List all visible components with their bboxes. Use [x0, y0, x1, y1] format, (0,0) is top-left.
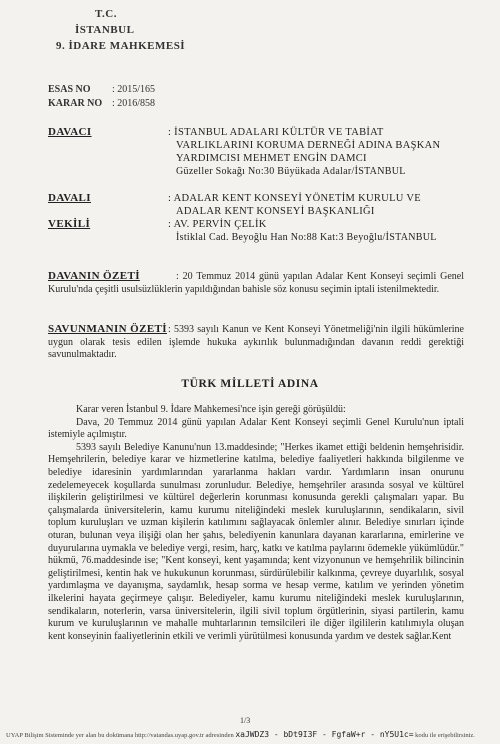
vekili-block	[168, 218, 488, 244]
savunma-text: : 5393 sayılı Kanun ve Kent Konseyi Yönetmeliği'nin ilgili hükümlerine uygun olarak tesis edilen işlemde hukuka aykırılık bulunmadığından davanın reddi gerektiği savunulmaktadır.	[48, 324, 464, 361]
karar-label: KARAR NO	[48, 98, 103, 109]
header-court: 9. İDARE MAHKEMESİ	[56, 40, 186, 52]
vekili-label: VEKİLİ	[48, 218, 91, 230]
davali-line: : ADALAR KENT KONSEYİ YÖNETİM KURULU VE	[168, 193, 421, 204]
ozet-text: : 20 Temmuz 2014 günü yapılan Adalar Kent Konseyi seçimli Genel Kurulu'nda çeşitli usulsüzlüklerin yapıldığından bahisle söz konusu seçimin iptali istenilmektedir.	[48, 271, 464, 295]
davaci-label: DAVACI	[48, 126, 92, 138]
esas-value: : 2015/165	[112, 84, 156, 95]
footer-text: UYAP Bilişim Sisteminde yer alan bu dokümana http://vatandas.uyap.gov.tr adresinden	[6, 732, 234, 739]
decision-body	[48, 404, 464, 643]
davali-block	[168, 192, 488, 218]
savunma-label: SAVUNMANIN ÖZETİ	[48, 323, 167, 335]
karar-row	[48, 98, 155, 109]
body-paragraph: Karar veren İstanbul 9. İdare Mahkemesi'nce işin gereği görüşüldü:	[76, 404, 346, 415]
header-city: İSTANBUL	[75, 24, 135, 36]
esas-label: ESAS NO	[48, 84, 91, 95]
decision-title: TÜRK MİLLETİ ADINA	[181, 378, 319, 390]
ozet-label: DAVANIN ÖZETİ	[48, 270, 140, 282]
davaci-line: YARDIMCISI MEHMET ENGİN DAMCI	[176, 153, 367, 164]
vekili-line: : AV. PERVİN ÇELİK	[168, 219, 267, 230]
davaci-block	[168, 126, 488, 178]
footer-suffix: kodu ile erişebilirsiniz.	[415, 732, 475, 739]
page-number: 1/3	[240, 716, 251, 725]
savunma-paragraph	[48, 323, 464, 362]
davaci-line: VARLIKLARINI KORUMA DERNEĞİ ADINA BAŞKAN	[176, 140, 441, 151]
davaci-address: Güzeller Sokağı No:30 Büyükada Adalar/İSTANBUL	[176, 166, 406, 177]
footer	[6, 730, 475, 739]
vekili-address: İstiklal Cad. Beyoğlu Han No:88 Kat:3 Beyoğlu/İSTANBUL	[176, 232, 437, 243]
header-tc: T.C.	[95, 8, 117, 20]
body-paragraph: 5393 sayılı Belediye Kanunu'nun 13.maddesinde; "Herkes ikamet ettiği beldenin hemşehrisidir. Hemşehrilerin, belediye karar ve hizmetlerine katılma, belediye faaliyetleri hakkında bilgilenme ve belediye idaresinin yardımlarından yararlanma hakları vardır. Yardımların insan onurunu zedelemeyecek koşullarda sunulması zorunludur. Belediye, hemşehriler arasında sosyal ve kültürel ilişkilerin geliştirilmesi ve kültürel değerlerin korunması konusunda gerekli çalışmaları yapar. Bu çalışmalarda üniversitelerin, kamu kurumu niteliğindeki meslek kuruluşlarının, sendikaların, sivil toplum kuruluşları ve uzman kişilerin katılımını sağlayacak önlemler alınır. Belediye sınırları içinde oturan, bulunan veya ilişiği olan her şahıs, belediyenin kanunlara dayanan kararlarına, emirlerine ve duyurularına uymakla ve belediye vergi, resim, harç, katkı ve katılma paylarını ödemekle yükümlüdür." hükmü, 76.maddesinde ise; "Kent konseyi, kent yaşamında; kent vizyonunun ve hemşehrilik bilincinin geliştirilmesi, kentin hak ve hukukunun korunması, sürdürülebilir kalkınma, çevreye duyarlılık, sosyal yardımlaşma ve dayanışma, saydamlık, hesap sorma ve hesap verme, katılım ve yerinden yönetim ilkelerini hayata geçirmeye çalışır. Belediyeler, kamu kurumu niteliğindeki meslek kuruluşlarının, sendikaların, noterlerin, varsa üniversitelerin, ilgili sivil toplum örgütlerinin, siyasi partilerin, kamu kurum ve kuruluşlarının ve mahalle muhtarlarının temsilcileri ile diğer ilgililerin katılımıyla oluşan kent konseyinin faaliyetlerinin etkili ve verimli yürütülmesi konusunda yardım ve destek sağlar.Kent	[48, 441, 464, 642]
body-paragraph: Dava, 20 Temmuz 2014 günü yapılan Adalar Kent Konseyi seçimli Genel Kurulu'nun iptali istemiyle açılmıştır.	[48, 416, 464, 441]
esas-row	[48, 84, 155, 95]
davali-label: DAVALI	[48, 192, 91, 204]
ozet-paragraph	[48, 270, 464, 296]
footer-code: xaJWDZ3 - bDt9I3F - FgfaW+r - nY5U1c=	[235, 730, 414, 739]
karar-value: : 2016/858	[112, 98, 156, 109]
davaci-line: : İSTANBUL ADALARI KÜLTÜR VE TABİAT	[168, 127, 384, 138]
davali-line: ADALAR KENT KONSEYİ BAŞKANLIĞI	[176, 206, 375, 217]
